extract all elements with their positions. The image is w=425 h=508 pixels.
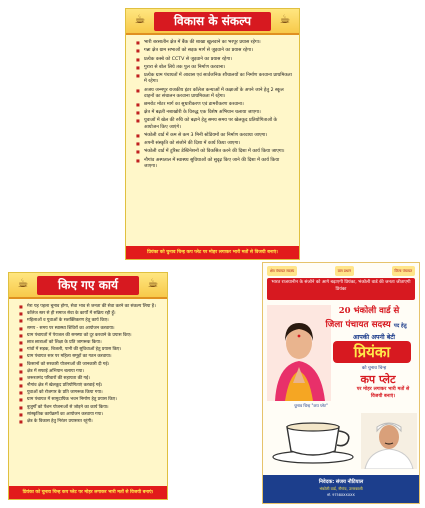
list-item: ■ भंकोली वार्ड में कम से कम 3 मिनी स्टेडियमों का निर्माण करवाया जाएगा। bbox=[136, 133, 293, 139]
list-item: ■ बुजुर्गों को पेंशन योजनाओं से जोड़ने का कार्य किया। bbox=[19, 405, 161, 411]
karya-title: किए गए कार्य bbox=[37, 276, 139, 295]
cup-plate-icon: ☕ bbox=[134, 12, 146, 26]
list-item: ■ अजय जन्मपुर राजकीय इंटर कॉलेज कन्याओं में कक्षाओं के अपने जाने हेतु 2 स्कूल वाहनों का संचालन करवाना प्राथमिकता में रहेगा। bbox=[136, 88, 293, 100]
list-item: ■ सांस्कृतिक कार्यक्रमों का आयोजन करवाया गया। bbox=[19, 412, 161, 418]
supporter-portrait bbox=[361, 413, 417, 469]
list-item: ■ क्षेत्र के विकास हेतु निरंतर प्रयासरत रहूंगी। bbox=[19, 419, 161, 425]
list-item: ■ गन्ना क्षेत्र ग्राम सभाओं को सड़क मार्ग से जुड़वाने का प्रयास रहेगा। bbox=[136, 48, 293, 54]
poster-top-tags bbox=[267, 266, 415, 276]
karya-header bbox=[9, 273, 167, 299]
list-item: ■ ग्राम पंचायत स्तर पर महिला समूहों का गठन करवाया। bbox=[19, 354, 161, 360]
list-item: ■ छात्र छात्राओं को शिक्षा के प्रति जागरूक किया। bbox=[19, 340, 161, 346]
cup-plate-icon bbox=[269, 413, 357, 465]
stamp-line: पर मोहर लगाकर भारी मतों से विजयी बनाएं। bbox=[356, 387, 410, 399]
requester-phone: मो. 9758XXXXXX bbox=[327, 493, 355, 497]
list-item: ■ भारी बरसातीन क्षेत्र में बैंक की शाखा खुलवाने का भरपूर प्रयास रहेगा। bbox=[136, 40, 293, 46]
list-item: ■ गांवों में सड़क, बिजली, पानी की सुविधाओं हेतु प्रयास किए। bbox=[19, 347, 161, 353]
sankalp-list bbox=[126, 35, 299, 170]
sankalp-footer: प्रियंका को चुनाव चिन्ह कप प्लेट पर मोहर लगाकर भारी मतों से विजयी बनाएं। bbox=[126, 246, 299, 259]
poster-tag: जिला पंचायत bbox=[392, 266, 416, 276]
symbol-caption: चुनाव चिन्ह "कप प्लेट" bbox=[294, 403, 328, 408]
list-item: ■ किसानों को सरकारी योजनाओं की जानकारी दी गई। bbox=[19, 362, 161, 368]
list-item: ■ युवाओं को रोजगार के प्रति जागरूक किया गया। bbox=[19, 390, 161, 396]
symbol-line: को चुनाव चिन्ह bbox=[361, 366, 387, 371]
sankalp-title: विकास के संकल्प bbox=[154, 12, 271, 31]
list-item: ■ कॉलेज स्तर से ही समाज सेवा के कार्यों में सक्रिय रही हूँ। bbox=[19, 311, 161, 317]
karya-panel bbox=[8, 272, 168, 500]
cup-plate-icon: ☕ bbox=[279, 12, 291, 26]
ward-line: 20 भंकोली वार्ड से bbox=[338, 306, 400, 316]
list-item: ■ नौगांव अस्पताल में स्वास्थ्य सुविधाओं को सुदृढ़ किए जाने की दिशा में कार्य किया जाएगा। bbox=[136, 158, 293, 170]
list-item: ■ प्रत्येक कस्बे को CCTV से जुड़वाने का प्रयास रहेगा। bbox=[136, 57, 293, 63]
sankalp-panel bbox=[125, 8, 300, 260]
list-item: ■ ग्राम पंचायत में सामुदायिक भवन निर्माण हेतु प्रयास किए। bbox=[19, 397, 161, 403]
list-item: ■ क्षेत्र में बढ़ती नशाखोरी के विरुद्ध एक विशेष अभियान चलाया जाएगा। bbox=[136, 110, 293, 116]
election-symbol: कप प्लेट bbox=[360, 373, 396, 386]
sankalp-header bbox=[126, 9, 299, 35]
list-item: ■ महिलाओं व युवाओं के सशक्तिकरण हेतु कार्य किए। bbox=[19, 318, 161, 324]
list-item: ■ युवाओं में खेल की रुचि को बढ़ाने हेतु समय समय पर खेलकूद प्रतियोगिताओं के आयोजन किए जाएंगे। bbox=[136, 118, 293, 130]
list-item: ■ क्षेत्र में सफाई अभियान चलाया गया। bbox=[19, 369, 161, 375]
campaign-poster bbox=[262, 262, 420, 504]
list-item: ■ गुरारा से बोल लिये तक पुल का निर्माण करवाना। bbox=[136, 65, 293, 71]
candidate-name: प्रियंका bbox=[333, 341, 411, 363]
list-item: ■ मेरा यह पहला चुनाव होगा, सेवा भाव से जनता की सेवा करने का संकल्प लिया है। bbox=[19, 304, 161, 310]
list-item: ■ समय - समय पर स्वास्थ्य शिविरों का आयोजन करवाया। bbox=[19, 326, 161, 332]
list-item: ■ ग्राम पंचायतों में पेयजल की समस्या को दूर करवाने के प्रयास किए। bbox=[19, 333, 161, 339]
list-item: ■ भंकोली वार्ड में टूरिस्ट डेस्टिनेशनों को विकसित करने की दिशा में कार्य किया जाएगा। bbox=[136, 149, 293, 155]
list-item: ■ छमरोट मोटर मार्ग का सुधारीकरण एवं डामरीकरण करवाना। bbox=[136, 102, 293, 108]
karya-footer: प्रियंका को चुनाव चिन्ह कप प्लेट पर मोहर लगाकर भारी मतों से विजयी बनाएं। bbox=[9, 486, 167, 499]
seat-line bbox=[315, 318, 417, 330]
list-item: ■ नौगांव क्षेत्र में खेलकूद प्रतियोगिताएं करवाई गईं। bbox=[19, 383, 161, 389]
list-item: ■ प्रत्येक ग्राम पंचायतों में आवास एवं सार्वजनिक शौचालयों का निर्माण करवाना प्राथमिकता में रहेगा। bbox=[136, 73, 293, 85]
list-item: ■ अपनी संस्कृति को संजोने की दिशा में कार्य किया जाएगा। bbox=[136, 141, 293, 147]
seat-suffix: पद हेतु bbox=[393, 323, 407, 329]
daughter-line: आपकी अपनी बेटी bbox=[352, 334, 396, 341]
poster-intro: भारत राजधानीन के संजोने को आगे बढ़ाएगी प्रियंका, भंकोली वार्ड की जनता जीताएगी प्रियंका bbox=[267, 278, 415, 300]
requester-line: निवेदक: संजय नौटियाल bbox=[318, 479, 364, 485]
requester-address: भंकोली वार्ड, नौगांव, उत्तरकाशी bbox=[319, 486, 363, 491]
karya-list bbox=[9, 299, 167, 425]
seat-title: जिला पंचायत सदस्य bbox=[325, 320, 391, 330]
cup-plate-icon: ☕ bbox=[147, 276, 159, 290]
poster-bottom-bar bbox=[263, 475, 419, 503]
poster-tag: ग्राम प्रधान bbox=[335, 266, 354, 276]
poster-tag: क्षेत्र पंचायत सदस्य bbox=[267, 266, 297, 276]
list-item: ■ जरूरतमंद परिवारों की सहायता की गई। bbox=[19, 376, 161, 382]
cup-plate-icon: ☕ bbox=[17, 276, 29, 290]
